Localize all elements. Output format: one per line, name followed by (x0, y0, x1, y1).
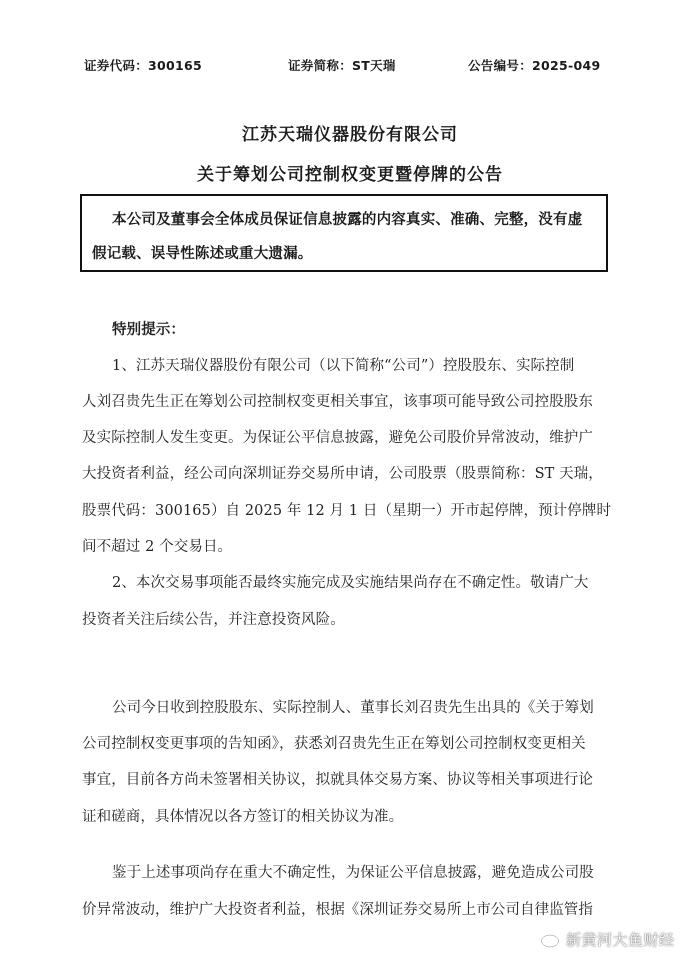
tip1-line-6: 间不超过 2 个交易日。 (82, 539, 233, 555)
tip1-line-5: 股票代码：300165）自 2025 年 12 月 1 日（星期一）开市起停牌，预计停牌时 (82, 503, 612, 519)
special-tips-heading: 特别提示： (112, 321, 185, 338)
tip1-line-1: 1、江苏天瑞仪器股份有限公司（以下简称“公司”）控股股东、实际控制 (112, 358, 575, 374)
stock-code: 证券代码：300165 (84, 58, 202, 73)
weibo-watermark (540, 928, 700, 950)
announcement-number: 公告编号：2025-049 (468, 58, 601, 73)
para1-line-2: 公司控制权变更事项的告知函》，获悉刘召贵先生正在筹划公司控制权变更相关 (82, 736, 586, 752)
tip2-line-1: 2、本次交易事项能否最终实施完成及实施结果尚存在不确定性。敬请广大 (112, 575, 589, 591)
notice-line-2: 假记载、误导性陈述或重大遗漏。 (92, 245, 313, 262)
stock-short-name: 证券简称：ST天瑞 (288, 58, 396, 73)
para2-line-2: 价异常波动，维护广大投资者利益，根据《深圳证券交易所上市公司自律监管指 (82, 902, 593, 918)
tip2-line-2: 投资者关注后续公告，并注意投资风险。 (82, 612, 345, 628)
tip1-line-3: 及实际控制人发生变更。为保证公平信息披露，避免公司股价异常波动，维护广 (82, 430, 593, 446)
tip1-line-4: 大投资者利益，经公司向深圳证券交易所申请，公司股票（股票简称：ST 天瑞， (82, 466, 603, 482)
para2-line-1: 鉴于上述事项尚存在重大不确定性，为保证公平信息披露，避免造成公司股 (112, 865, 594, 881)
weibo-icon (540, 929, 562, 949)
company-title: 江苏天瑞仪器股份有限公司 (242, 125, 458, 145)
tip1-line-2: 人刘召贵先生正在筹划公司控制权变更相关事宜，该事项可能导致公司控股股东 (82, 394, 593, 410)
disclosure-notice-box (80, 194, 608, 272)
para1-line-3: 事宜，目前各方尚未签署相关协议，拟就具体交易方案、协议等相关事项进行论 (82, 772, 593, 788)
para1-line-4: 证和磋商，具体情况以各方签订的相关协议为准。 (82, 809, 404, 825)
notice-line-1: 本公司及董事会全体成员保证信息披露的内容真实、准确、完整，没有虚 (112, 211, 583, 228)
para1-line-1: 公司今日收到控股股东、实际控制人、董事长刘召贵先生出具的《关于筹划 (112, 700, 594, 716)
watermark-text: 新黄河大鱼财经 (566, 931, 675, 949)
announcement-title: 关于筹划公司控制权变更暨停牌的公告 (197, 165, 503, 185)
document-header (84, 56, 604, 74)
